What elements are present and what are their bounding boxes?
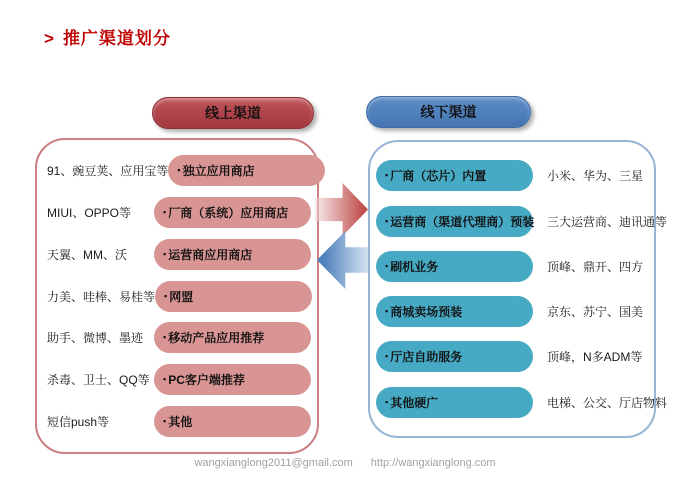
bullet-icon: ▪ [385,351,389,362]
channel-examples: 三大运营商、迪讯通等 [547,214,668,229]
channel-examples: 力美、哇棒、易桂等 [47,289,156,304]
online-row-vendor-app-store [47,197,311,228]
footer-email: wangxianglong2011@gmail.com [194,457,353,469]
offline-row-store-self-service [376,341,644,372]
channel-name: 独立应用商店 [182,163,255,178]
online-header-label: 线上渠道 [205,105,261,121]
footer [0,457,690,469]
bullet-icon: ▪ [164,290,168,301]
channel-name: 运营商应用商店 [168,247,253,262]
bullet-icon: ▪ [163,248,167,259]
online-channels-header [152,97,314,129]
page-title [44,24,171,49]
bullet-icon: ▪ [385,396,389,407]
channel-pill [376,387,533,418]
bullet-icon: ▪ [163,206,167,217]
online-row-mobile-app-recommend [47,322,311,353]
bullet-icon: ▪ [385,260,389,271]
bullet-icon: ▪ [385,170,389,181]
channel-name: 厅店自助服务 [390,350,463,365]
channel-examples: MIUI、OPPO等 [47,205,132,220]
offline-row-vendor-chip-preload [376,160,644,191]
bullet-icon: ▪ [163,374,167,385]
channel-examples: 杀毒、卫士、QQ等 [47,373,150,388]
channel-name: PC客户端推荐 [168,373,245,388]
channel-name: 其他硬广 [390,395,439,410]
channel-name: 其他 [168,415,193,430]
channel-pill [154,322,311,353]
channel-name: 运营商（渠道代理商）预装 [390,214,535,229]
online-channels-panel [35,138,319,454]
channel-pill [154,406,311,437]
offline-header-label: 线下渠道 [420,104,477,120]
channel-pill [376,341,533,372]
channel-pill [376,160,533,191]
channel-name: 刷机业务 [390,259,439,274]
offline-row-flashing-service [376,251,644,282]
channel-pill [376,206,533,237]
channel-examples: 小米、华为、三星 [547,169,644,184]
page-title-text: 推广渠道划分 [62,29,171,48]
bullet-icon: ▪ [163,332,167,343]
channel-pill [376,296,533,327]
online-rows [37,140,317,452]
channel-examples: 短信push等 [47,415,110,430]
channel-examples: 助手、微博、墨迹 [47,331,144,346]
channel-name: 厂商（系统）应用商店 [168,205,289,220]
channel-examples: 91、豌豆荚、应用宝等 [47,163,169,178]
channel-examples: 天翼、MM、沃 [47,247,127,262]
bullet-icon: ▪ [177,164,181,175]
channel-examples: 电梯、公交、厅店物料 [547,395,668,410]
footer-url: http://wangxianglong.com [370,457,496,469]
online-row-ad-network [47,281,311,312]
channel-pill [154,197,311,228]
channel-name: 商城卖场预装 [390,305,463,320]
channel-name: 移动产品应用推荐 [168,331,265,346]
online-row-pc-client-recommend [47,364,311,395]
online-row-other [47,406,311,437]
channel-name: 厂商（芯片）内置 [390,169,487,184]
offline-row-mall-preinstall [376,296,644,327]
bullet-icon: ▪ [385,215,389,226]
channel-name: 网盟 [169,289,194,304]
online-row-independent-app-store [47,155,311,186]
channel-examples: 京东、苏宁、国美 [547,305,644,320]
offline-rows [370,142,668,436]
offline-channels-panel [368,140,668,438]
channel-examples: 顶峰、鼎开、四方 [547,259,644,274]
channel-pill [168,155,325,186]
channel-pill [376,251,533,282]
offline-channels-header [366,96,531,128]
channel-pill [154,364,311,395]
channel-pill [155,281,312,312]
channel-examples: 顶峰，N多ADM等 [547,350,643,365]
offline-row-other-hard-ads [376,387,668,418]
offline-row-carrier-preinstall [376,206,668,237]
channel-pill [154,239,311,270]
bullet-icon: ▪ [385,306,389,317]
online-row-carrier-app-store [47,239,311,270]
bullet-icon: ▪ [163,416,167,427]
arrow-right-icon [315,183,368,236]
chevron-icon: > [44,29,55,48]
